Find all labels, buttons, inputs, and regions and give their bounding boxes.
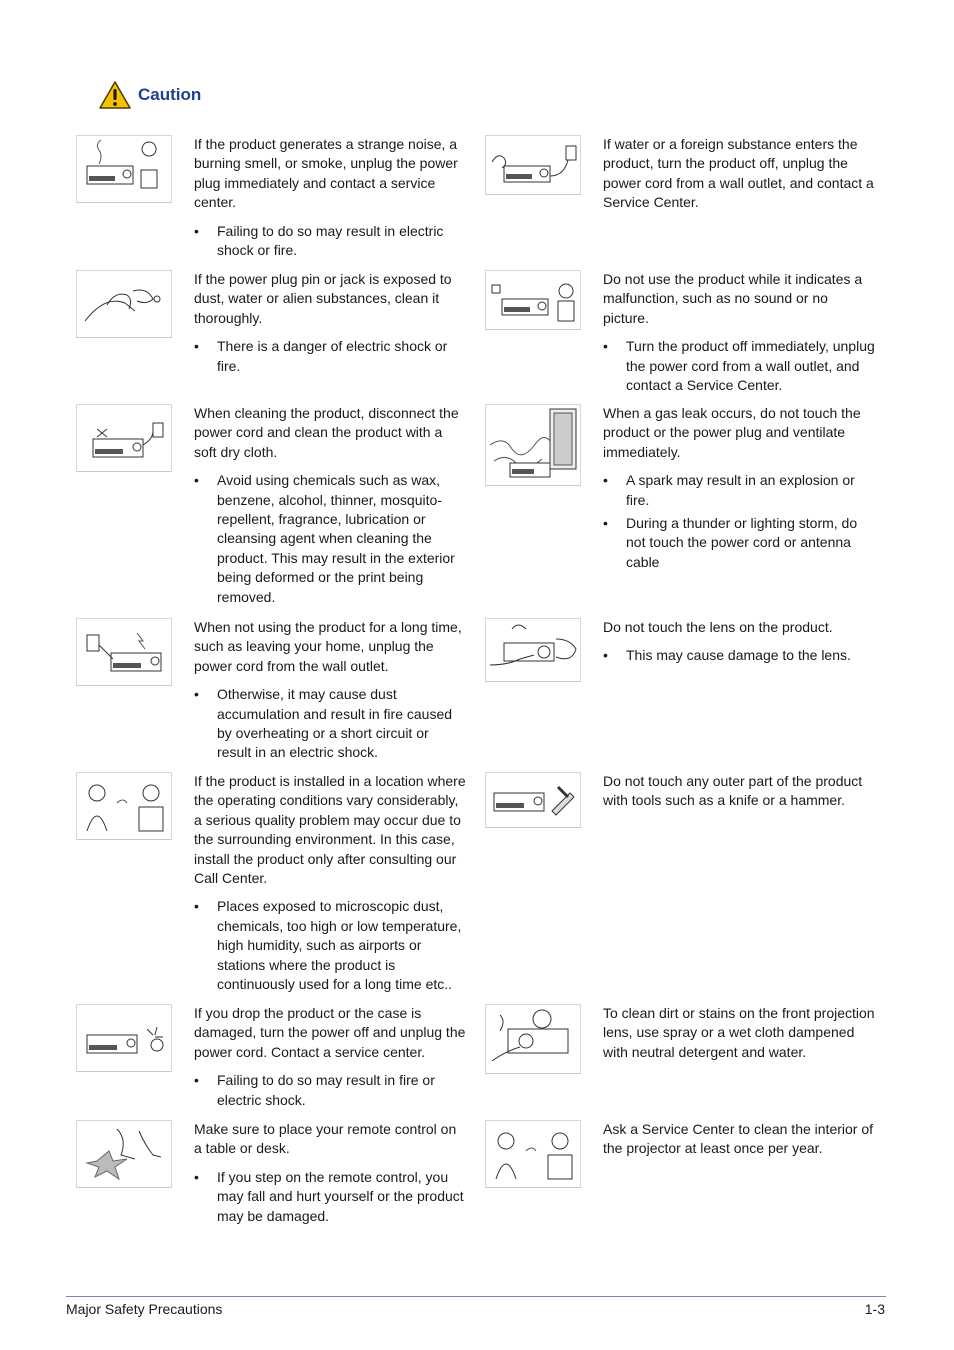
caution-text: When a gas leak occurs, do not touch the product or the power plug and ventilate immediately. [603,405,861,460]
caution-text: If the power plug pin or jack is exposed to dust, water or alien substances, clean it thoroughly. [194,271,452,326]
caution-text: If water or a foreign substance enters the product, turn the product off, unplug the power cord from a wall outlet, and contact a Service Center. [603,136,874,211]
dropped-product-illustration [76,1004,172,1072]
caution-text: When not using the product for a long time, such as leaving your home, unplug the power cord from the wall outlet. [194,619,462,674]
lens-cleaning-illustration [485,1004,581,1074]
caution-text: Do not use the product while it indicates a malfunction, such as no sound or no picture. [603,271,863,326]
caution-text: To clean dirt or stains on the front projection lens, use spray or a wet cloth dampened with neutral detergent and water. [603,1005,875,1060]
caution-text: Do not touch the lens on the product. [603,619,833,635]
footer-page-number: 1-3 [864,1301,885,1317]
bullet: • Avoid using chemicals such as wax, benzene, alcohol, thinner, mosquito-repellent, fragrance, lubrication or cleansing agent when cleaning the product. This may result in the exterior being deformed or the print being removed. [194,471,466,607]
malfunction-illustration [485,270,581,330]
gas-leak-illustration [485,404,581,486]
footer-section-title: Major Safety Precautions [66,1301,223,1317]
call-center-illustration [76,772,172,840]
lens-touch-illustration [485,618,581,682]
bullet: • During a thunder or lighting storm, do not touch the power cord or antenna cable [603,514,875,572]
bullet: • Otherwise, it may cause dust accumulation and result in fire caused by overheating or a short circuit or result in an electric shock. [194,685,466,763]
caution-text: Ask a Service Center to clean the interior of the projector at least once per year. [603,1121,874,1157]
bullet: • There is a danger of electric shock or fire. [194,337,466,376]
caution-text: If the product generates a strange noise, a burning smell, or smoke, unplug the power plug immediately and contact a service center. [194,136,458,211]
caution-title: Caution [138,85,202,104]
caution-text: When cleaning the product, disconnect the power cord and clean the product with a soft dry cloth. [194,405,459,460]
bullet: • A spark may result in an explosion or fire. [603,471,875,510]
caution-text: If you drop the product or the case is damaged, turn the power off and unplug the power cord. Contact a service center. [194,1005,466,1060]
tools-illustration [485,772,581,828]
caution-header [98,80,201,110]
bullet: • Failing to do so may result in fire or electric shock. [194,1071,466,1110]
unplug-away-illustration [76,618,172,686]
warning-triangle-icon [98,80,132,110]
bullet: • Failing to do so may result in electric shock or fire. [194,222,466,261]
caution-text: Do not touch any outer part of the product with tools such as a knife or a hammer. [603,773,863,809]
caution-text: If the product is installed in a location where the operating conditions vary considerably, a serious quality problem may occur due to the surrounding environment. In this case, install the product only after consulting our Call Center. [194,773,466,887]
unplug-cleaning-illustration [76,404,172,472]
service-center-illustration [485,1120,581,1188]
cleaning-plug-illustration [76,270,172,338]
caution-text: Make sure to place your remote control on a table or desk. [194,1121,457,1157]
bullet: • If you step on the remote control, you may fall and hurt yourself or the product may be damaged. [194,1168,466,1226]
bullet: • Places exposed to microscopic dust, chemicals, too high or low temperature, high humidity, such as airports or stations where the product is continuously used for a long time etc.. [194,897,466,994]
footer-divider [66,1296,886,1297]
water-entry-illustration [485,135,581,195]
remote-step-illustration [76,1120,172,1188]
bullet: • Turn the product off immediately, unplug the power cord from a wall outlet, and contact a Service Center. [603,337,875,395]
projector-smoke-illustration [76,135,172,203]
bullet: • This may cause damage to the lens. [603,646,875,665]
